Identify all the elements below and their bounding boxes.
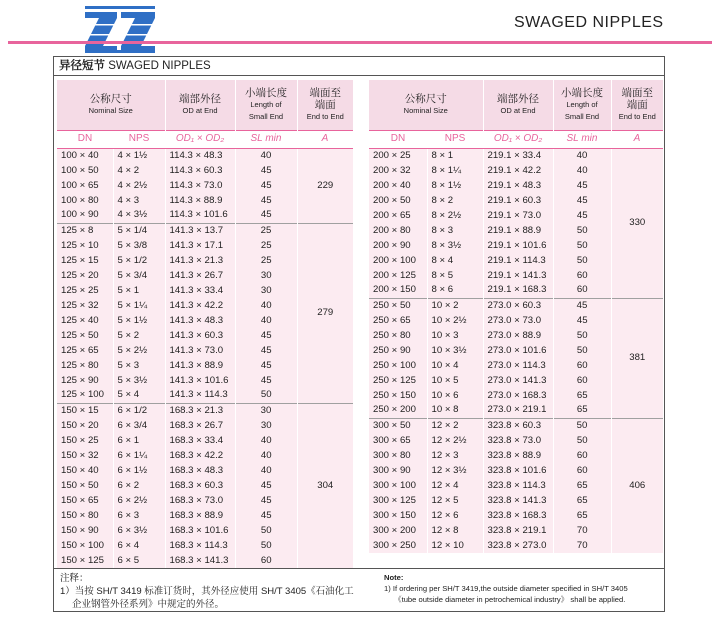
note-zh-label: 注释： [60, 573, 89, 584]
od-cell: 168.3 × 48.3 [165, 463, 235, 478]
nps-cell: 12 × 6 [427, 508, 483, 523]
swaged-nipples-frame [53, 56, 665, 612]
dn-cell: 300 × 250 [369, 538, 427, 553]
nps-cell: 5 × 3½ [113, 373, 165, 388]
dn-cell: 150 × 65 [57, 493, 113, 508]
nps-cell: 6 × 5 [113, 553, 165, 568]
od-cell: 219.1 × 60.3 [483, 193, 553, 208]
nps-symbol: NPS [113, 130, 165, 148]
dn-cell: 125 × 65 [57, 343, 113, 358]
dn-cell: 200 × 150 [369, 283, 427, 298]
od-cell: 168.3 × 42.2 [165, 448, 235, 463]
od-cell: 219.1 × 101.6 [483, 238, 553, 253]
sl-cell: 60 [553, 448, 611, 463]
sl-cell: 60 [553, 268, 611, 283]
dn-cell: 125 × 15 [57, 253, 113, 268]
dn-cell: 125 × 32 [57, 298, 113, 313]
dn-cell: 200 × 100 [369, 253, 427, 268]
end-to-end-cell: 229 [297, 148, 353, 223]
od-cell: 273.0 × 114.3 [483, 358, 553, 373]
dn-cell: 250 × 90 [369, 343, 427, 358]
od-cell: 323.8 × 73.0 [483, 433, 553, 448]
table-header-row [57, 80, 353, 130]
company-logo [77, 6, 163, 54]
od-cell: 141.3 × 60.3 [165, 328, 235, 343]
od-cell: 114.3 × 101.6 [165, 208, 235, 223]
sl-cell: 65 [553, 478, 611, 493]
od-cell: 114.3 × 48.3 [165, 148, 235, 163]
dn-cell: 300 × 150 [369, 508, 427, 523]
od-cell: 141.3 × 33.4 [165, 283, 235, 298]
od-cell: 168.3 × 21.3 [165, 403, 235, 418]
od-header: 端部外径 OD at End [165, 80, 235, 130]
dn-cell: 125 × 80 [57, 358, 113, 373]
table-symbol-row [369, 130, 663, 148]
sl-cell: 45 [553, 208, 611, 223]
dn-cell: 125 × 25 [57, 283, 113, 298]
a-symbol: A [297, 130, 353, 148]
left-dimension-table [57, 80, 353, 568]
nps-cell: 5 × 1¼ [113, 298, 165, 313]
sl-cell: 50 [553, 238, 611, 253]
od-cell: 141.3 × 48.3 [165, 313, 235, 328]
note-en-line2: 《tube outside diameter in petrochemical industry》 shall be applied. [394, 595, 626, 604]
sl-cell: 45 [235, 508, 297, 523]
header-divider [8, 41, 712, 44]
sl-cell: 45 [235, 493, 297, 508]
sl-cell: 45 [235, 178, 297, 193]
dn-cell: 300 × 80 [369, 448, 427, 463]
dn-cell: 100 × 90 [57, 208, 113, 223]
od-cell: 219.1 × 48.3 [483, 178, 553, 193]
sl-cell: 30 [235, 403, 297, 418]
nps-cell: 10 × 4 [427, 358, 483, 373]
dn-cell: 200 × 40 [369, 178, 427, 193]
dn-cell: 150 × 90 [57, 523, 113, 538]
sl-cell: 50 [235, 523, 297, 538]
sl-cell: 60 [235, 553, 297, 568]
dn-cell: 250 × 200 [369, 403, 427, 418]
dn-cell: 300 × 100 [369, 478, 427, 493]
od-cell: 219.1 × 33.4 [483, 148, 553, 163]
od-cell: 323.8 × 114.3 [483, 478, 553, 493]
dn-cell: 150 × 25 [57, 433, 113, 448]
dn-cell: 125 × 40 [57, 313, 113, 328]
sl-symbol: SL min [235, 130, 297, 148]
od-cell: 168.3 × 114.3 [165, 538, 235, 553]
od-cell: 219.1 × 42.2 [483, 163, 553, 178]
nps-cell: 8 × 2½ [427, 208, 483, 223]
nps-cell: 12 × 2 [427, 418, 483, 433]
od-cell: 323.8 × 273.0 [483, 538, 553, 553]
nps-cell: 10 × 3 [427, 328, 483, 343]
dn-cell: 125 × 10 [57, 238, 113, 253]
dn-cell: 300 × 90 [369, 463, 427, 478]
dn-cell: 250 × 65 [369, 313, 427, 328]
od-cell: 273.0 × 168.3 [483, 388, 553, 403]
nps-cell: 12 × 8 [427, 523, 483, 538]
note-en [384, 572, 662, 605]
dn-cell: 125 × 100 [57, 388, 113, 403]
od-cell: 219.1 × 168.3 [483, 283, 553, 298]
nps-cell: 5 × 4 [113, 388, 165, 403]
nps-cell: 10 × 2 [427, 298, 483, 313]
dn-cell: 250 × 150 [369, 388, 427, 403]
od-symbol: OD₁ × OD₂ [165, 130, 235, 148]
nominal-size-header: 公称尺寸 Nominal Size [369, 80, 483, 130]
nps-cell: 12 × 4 [427, 478, 483, 493]
sl-cell: 65 [553, 388, 611, 403]
sl-cell: 40 [235, 313, 297, 328]
left-table-body [57, 148, 353, 568]
od-cell: 168.3 × 33.4 [165, 433, 235, 448]
sl-cell: 45 [553, 298, 611, 313]
nps-cell: 5 × 1½ [113, 313, 165, 328]
dn-cell: 250 × 80 [369, 328, 427, 343]
nps-cell: 12 × 2½ [427, 433, 483, 448]
sl-cell: 60 [553, 358, 611, 373]
sl-cell: 45 [553, 313, 611, 328]
sl-cell: 40 [235, 433, 297, 448]
nps-cell: 6 × 2 [113, 478, 165, 493]
sl-cell: 50 [235, 538, 297, 553]
sl-header: 小端长度 Length of Small End [553, 80, 611, 130]
nps-cell: 8 × 2 [427, 193, 483, 208]
nps-cell: 8 × 1 [427, 148, 483, 163]
dn-cell: 150 × 50 [57, 478, 113, 493]
dn-cell: 250 × 100 [369, 358, 427, 373]
sl-cell: 30 [235, 283, 297, 298]
sl-cell: 45 [235, 478, 297, 493]
nps-cell: 10 × 6 [427, 388, 483, 403]
sl-cell: 60 [553, 373, 611, 388]
nps-cell: 6 × 1 [113, 433, 165, 448]
od-cell: 141.3 × 73.0 [165, 343, 235, 358]
sl-cell: 70 [553, 538, 611, 553]
nps-cell: 8 × 1¼ [427, 163, 483, 178]
note-en-label: Note: [384, 573, 404, 582]
table-header-row [369, 80, 663, 130]
nps-cell: 4 × 2½ [113, 178, 165, 193]
od-cell: 273.0 × 101.6 [483, 343, 553, 358]
nps-cell: 6 × 1½ [113, 463, 165, 478]
end-to-end-cell: 330 [611, 148, 663, 298]
sl-cell: 45 [235, 373, 297, 388]
dn-cell: 200 × 90 [369, 238, 427, 253]
nps-cell: 10 × 5 [427, 373, 483, 388]
nps-cell: 6 × 3 [113, 508, 165, 523]
sl-cell: 60 [553, 463, 611, 478]
nps-cell: 6 × 4 [113, 538, 165, 553]
dn-cell: 250 × 125 [369, 373, 427, 388]
a-header: 端面至 端面 End to End [611, 80, 663, 130]
nps-cell: 4 × 2 [113, 163, 165, 178]
sl-cell: 40 [553, 148, 611, 163]
section-title [54, 57, 664, 76]
sl-cell: 25 [235, 238, 297, 253]
od-cell: 114.3 × 88.9 [165, 193, 235, 208]
nps-cell: 5 × 2½ [113, 343, 165, 358]
note-zh-line2: 企业钢管外径系列》中规定的外径。 [72, 599, 225, 610]
sl-cell: 30 [235, 418, 297, 433]
dn-symbol: DN [369, 130, 427, 148]
sl-cell: 50 [553, 343, 611, 358]
end-to-end-cell: 279 [297, 223, 353, 403]
sl-cell: 50 [553, 328, 611, 343]
nps-cell: 5 × 1/2 [113, 253, 165, 268]
od-cell: 323.8 × 60.3 [483, 418, 553, 433]
nps-cell: 10 × 2½ [427, 313, 483, 328]
sl-cell: 45 [235, 343, 297, 358]
table-row [369, 148, 663, 163]
sl-cell: 65 [553, 493, 611, 508]
dn-cell: 125 × 90 [57, 373, 113, 388]
sl-cell: 40 [235, 148, 297, 163]
sl-cell: 65 [553, 508, 611, 523]
dn-cell: 200 × 25 [369, 148, 427, 163]
sl-cell: 45 [235, 328, 297, 343]
od-cell: 114.3 × 73.0 [165, 178, 235, 193]
od-cell: 168.3 × 88.9 [165, 508, 235, 523]
nps-cell: 10 × 8 [427, 403, 483, 418]
od-cell: 323.8 × 88.9 [483, 448, 553, 463]
dn-cell: 200 × 125 [369, 268, 427, 283]
sl-cell: 70 [553, 523, 611, 538]
sl-cell: 50 [553, 223, 611, 238]
nps-cell: 6 × 3/4 [113, 418, 165, 433]
nps-cell: 4 × 3½ [113, 208, 165, 223]
end-to-end-cell: 304 [297, 403, 353, 568]
sl-cell: 25 [235, 253, 297, 268]
nps-cell: 12 × 3 [427, 448, 483, 463]
od-cell: 141.3 × 88.9 [165, 358, 235, 373]
sl-cell: 45 [553, 178, 611, 193]
dn-symbol: DN [57, 130, 113, 148]
dn-cell: 200 × 80 [369, 223, 427, 238]
dn-cell: 125 × 50 [57, 328, 113, 343]
nps-symbol: NPS [427, 130, 483, 148]
a-header: 端面至 端面 End to End [297, 80, 353, 130]
od-cell: 141.3 × 13.7 [165, 223, 235, 238]
dn-cell: 300 × 65 [369, 433, 427, 448]
od-cell: 141.3 × 26.7 [165, 268, 235, 283]
sl-cell: 40 [235, 298, 297, 313]
sl-cell: 45 [553, 193, 611, 208]
nps-cell: 5 × 1/4 [113, 223, 165, 238]
dn-cell: 150 × 15 [57, 403, 113, 418]
dn-cell: 150 × 80 [57, 508, 113, 523]
nps-cell: 10 × 3½ [427, 343, 483, 358]
od-cell: 219.1 × 88.9 [483, 223, 553, 238]
sl-cell: 30 [235, 268, 297, 283]
dn-cell: 200 × 65 [369, 208, 427, 223]
sl-cell: 25 [235, 223, 297, 238]
sl-cell: 45 [235, 163, 297, 178]
sl-symbol: SL min [553, 130, 611, 148]
nps-cell: 4 × 3 [113, 193, 165, 208]
sl-cell: 45 [235, 208, 297, 223]
od-cell: 141.3 × 17.1 [165, 238, 235, 253]
od-cell: 168.3 × 141.3 [165, 553, 235, 568]
dn-cell: 250 × 50 [369, 298, 427, 313]
nps-cell: 8 × 6 [427, 283, 483, 298]
sl-cell: 45 [235, 358, 297, 373]
section-title-zh: 异径短节 [59, 60, 105, 72]
nps-cell: 8 × 4 [427, 253, 483, 268]
od-cell: 273.0 × 219.1 [483, 403, 553, 418]
nps-cell: 12 × 3½ [427, 463, 483, 478]
dn-cell: 150 × 20 [57, 418, 113, 433]
od-cell: 141.3 × 101.6 [165, 373, 235, 388]
dn-cell: 100 × 40 [57, 148, 113, 163]
end-to-end-cell: 406 [611, 418, 663, 553]
dn-cell: 125 × 20 [57, 268, 113, 283]
sl-cell: 50 [553, 253, 611, 268]
dn-cell: 100 × 80 [57, 193, 113, 208]
page-header-title: SWAGED NIPPLES [514, 14, 664, 31]
note-zh-line1: 1）当按 SH/T 3419 标准订货时，其外径应使用 SH/T 3405《石油化工 [60, 586, 354, 597]
od-cell: 168.3 × 60.3 [165, 478, 235, 493]
nps-cell: 8 × 5 [427, 268, 483, 283]
dn-cell: 150 × 40 [57, 463, 113, 478]
right-table-body [369, 148, 663, 553]
sl-cell: 40 [235, 448, 297, 463]
sl-cell: 50 [235, 388, 297, 403]
a-symbol: A [611, 130, 663, 148]
dn-cell: 300 × 200 [369, 523, 427, 538]
table-row [57, 403, 353, 418]
od-cell: 273.0 × 73.0 [483, 313, 553, 328]
od-cell: 323.8 × 168.3 [483, 508, 553, 523]
od-cell: 323.8 × 101.6 [483, 463, 553, 478]
dn-cell: 300 × 125 [369, 493, 427, 508]
od-symbol: OD₁ × OD₂ [483, 130, 553, 148]
nps-cell: 4 × 1½ [113, 148, 165, 163]
nps-cell: 6 × 1¼ [113, 448, 165, 463]
table-row [369, 418, 663, 433]
od-cell: 273.0 × 88.9 [483, 328, 553, 343]
od-cell: 168.3 × 26.7 [165, 418, 235, 433]
note-zh [60, 572, 378, 611]
nps-cell: 12 × 5 [427, 493, 483, 508]
nps-cell: 6 × 2½ [113, 493, 165, 508]
sl-cell: 50 [553, 418, 611, 433]
nominal-size-header: 公称尺寸 Nominal Size [57, 80, 165, 130]
sl-cell: 50 [553, 433, 611, 448]
od-cell: 141.3 × 114.3 [165, 388, 235, 403]
dn-cell: 125 × 8 [57, 223, 113, 238]
table-row [57, 223, 353, 238]
od-cell: 219.1 × 73.0 [483, 208, 553, 223]
nps-cell: 8 × 3½ [427, 238, 483, 253]
od-cell: 141.3 × 21.3 [165, 253, 235, 268]
od-cell: 141.3 × 42.2 [165, 298, 235, 313]
dn-cell: 150 × 100 [57, 538, 113, 553]
nps-cell: 8 × 3 [427, 223, 483, 238]
dn-cell: 100 × 65 [57, 178, 113, 193]
table-row [57, 148, 353, 163]
od-header: 端部外径 OD at End [483, 80, 553, 130]
sl-cell: 45 [235, 193, 297, 208]
dn-cell: 300 × 50 [369, 418, 427, 433]
dn-cell: 200 × 50 [369, 193, 427, 208]
sl-cell: 40 [235, 463, 297, 478]
note-en-line1: 1) If ordering per SH/T 3419,the outside diameter specified in SH/T 3405 [384, 584, 628, 593]
nps-cell: 12 × 10 [427, 538, 483, 553]
nps-cell: 5 × 1 [113, 283, 165, 298]
nps-cell: 5 × 3/4 [113, 268, 165, 283]
right-dimension-table [369, 80, 663, 553]
nps-cell: 5 × 3/8 [113, 238, 165, 253]
nps-cell: 6 × 3½ [113, 523, 165, 538]
od-cell: 273.0 × 60.3 [483, 298, 553, 313]
dn-cell: 100 × 50 [57, 163, 113, 178]
od-cell: 219.1 × 114.3 [483, 253, 553, 268]
dn-cell: 150 × 125 [57, 553, 113, 568]
sl-cell: 40 [553, 163, 611, 178]
table-symbol-row [57, 130, 353, 148]
od-cell: 168.3 × 73.0 [165, 493, 235, 508]
notes-section [54, 568, 664, 612]
od-cell: 323.8 × 141.3 [483, 493, 553, 508]
table-row [369, 298, 663, 313]
nps-cell: 5 × 2 [113, 328, 165, 343]
section-title-en: SWAGED NIPPLES [108, 60, 211, 72]
nps-cell: 5 × 3 [113, 358, 165, 373]
sl-header: 小端长度 Length of Small End [235, 80, 297, 130]
od-cell: 114.3 × 60.3 [165, 163, 235, 178]
sl-cell: 65 [553, 403, 611, 418]
od-cell: 323.8 × 219.1 [483, 523, 553, 538]
od-cell: 168.3 × 101.6 [165, 523, 235, 538]
sl-cell: 60 [553, 283, 611, 298]
nps-cell: 8 × 1½ [427, 178, 483, 193]
dn-cell: 200 × 32 [369, 163, 427, 178]
nps-cell: 6 × 1/2 [113, 403, 165, 418]
dn-cell: 150 × 32 [57, 448, 113, 463]
od-cell: 273.0 × 141.3 [483, 373, 553, 388]
od-cell: 219.1 × 141.3 [483, 268, 553, 283]
end-to-end-cell: 381 [611, 298, 663, 418]
